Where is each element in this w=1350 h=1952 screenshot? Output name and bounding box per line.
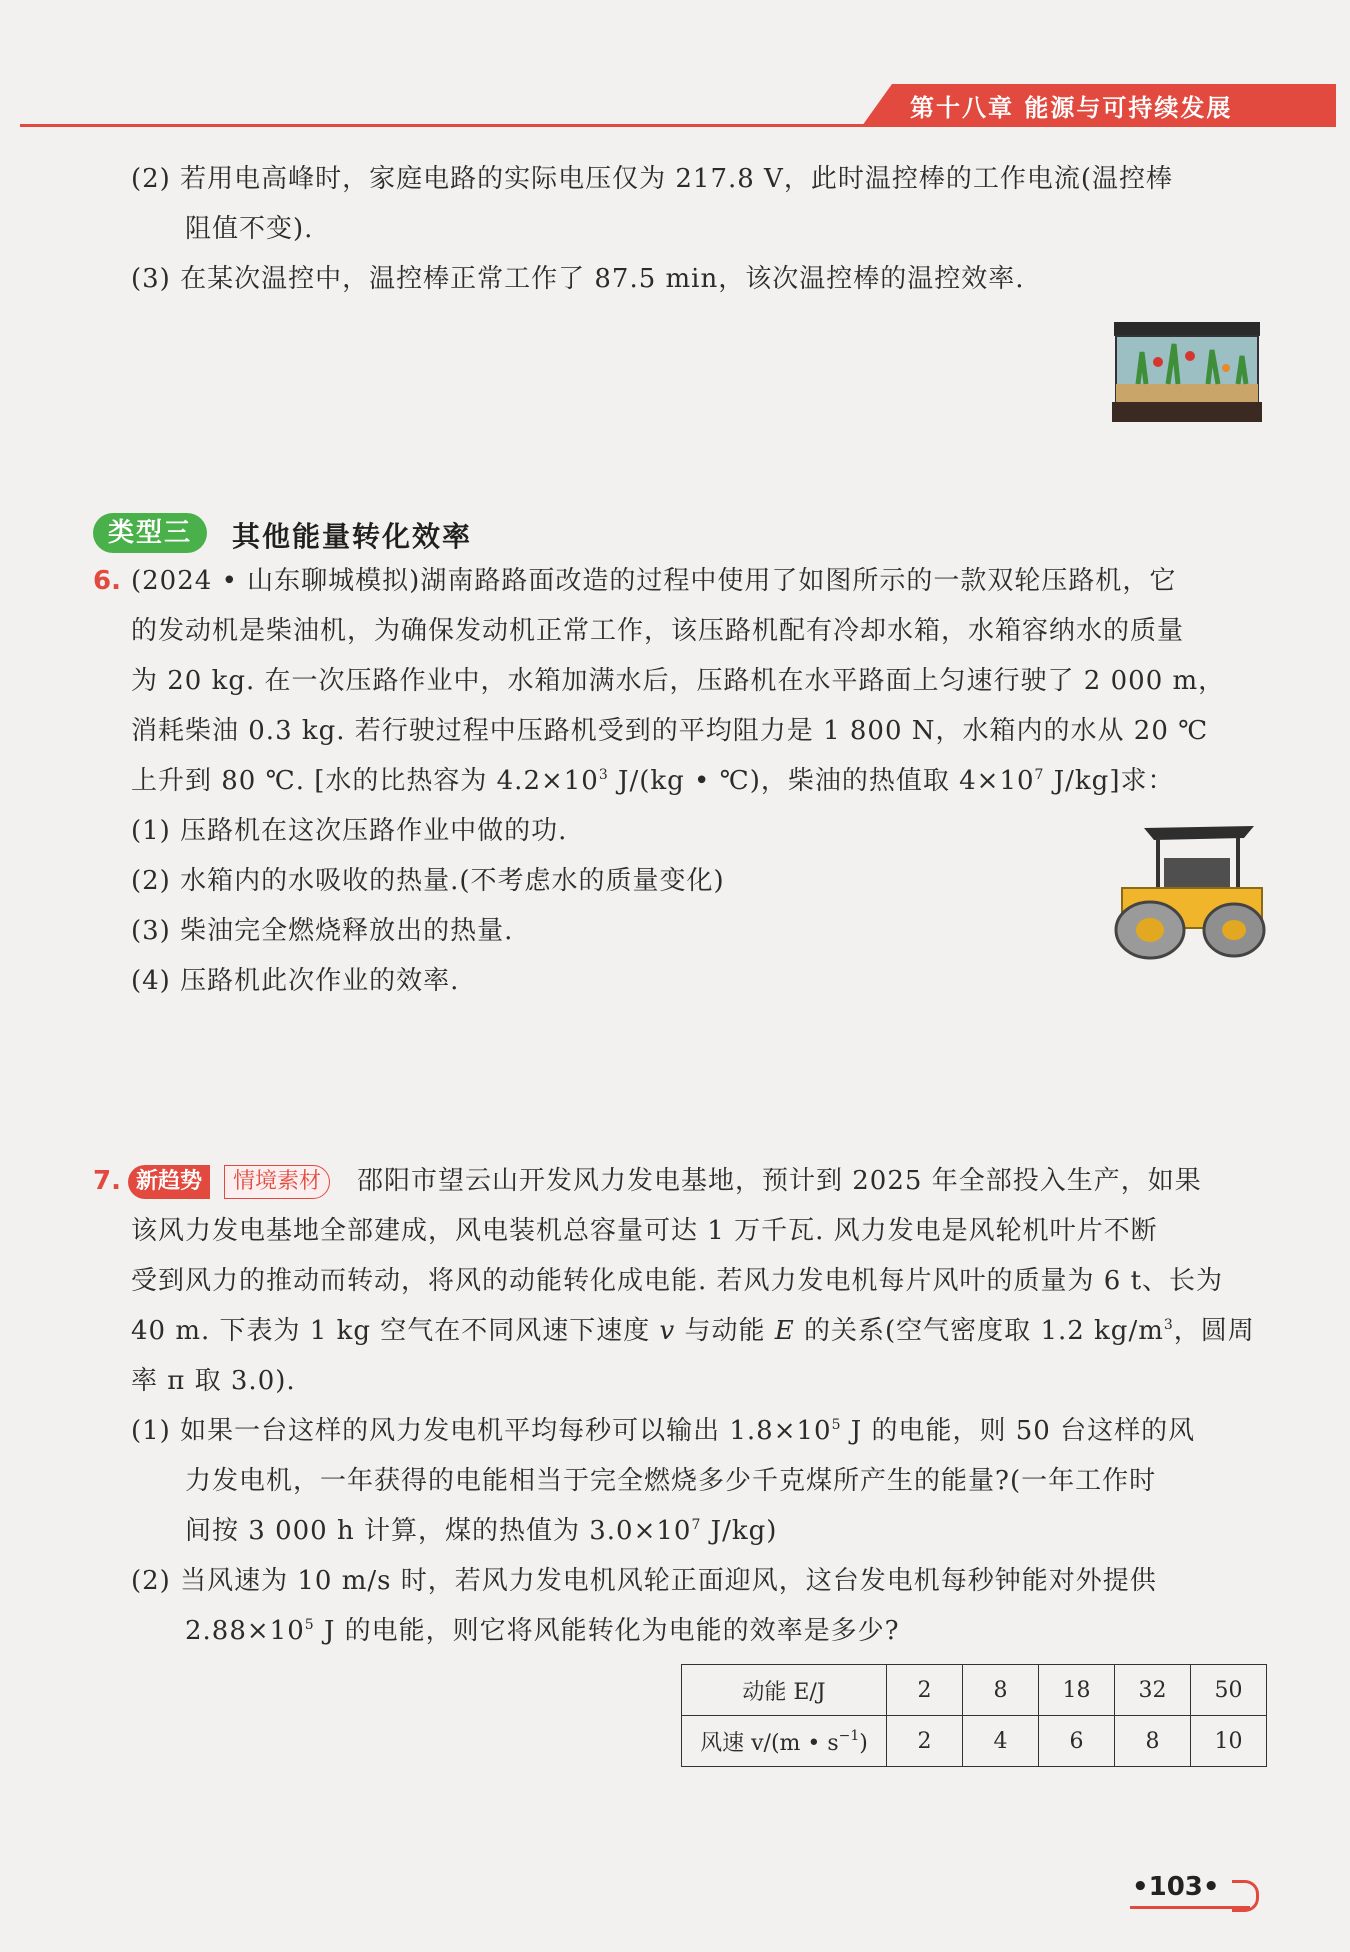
q7-part1-line2: 力发电机，一年获得的电能相当于完全燃烧多少千克煤所产生的能量?(一年工作时 (185, 1466, 1157, 1496)
page-number: •103• (1132, 1872, 1220, 1902)
q6-part4: (4) 压路机此次作业的效率. (131, 966, 460, 996)
q7-line1: 邵阳市望云山开发风力发电基地，预计到 2025 年全部投入生产，如果 (357, 1166, 1202, 1196)
q7-line4: 40 m. 下表为 1 kg 空气在不同风速下速度 v 与动能 E 的关系(空气密度取 1.2 $kg/m^3$，圆周 (131, 1316, 1255, 1346)
table-row (682, 1716, 1267, 1767)
q6-part1: (1) 压路机在这次压路作业中做的功. (131, 816, 568, 846)
table-cell: 2 (887, 1716, 963, 1767)
section-tag: 类型三 (93, 513, 207, 553)
table-cell: 2 (887, 1665, 963, 1716)
trend-badge: 新趋势 (128, 1165, 210, 1199)
q6-number: 6. (93, 566, 121, 596)
table-header-cell: 风速 v/(m • $s^{-1}$) (682, 1716, 887, 1767)
q7-line3: 受到风力的推动而转动，将风的动能转化成电能. 若风力发电机每片风叶的质量为 6 t、长为 (131, 1266, 1224, 1296)
q6-line2: 的发动机是柴油机，为确保发动机正常工作，该压路机配有冷却水箱，水箱容纳水的质量 (131, 616, 1185, 646)
q7-part1-line1: (1) 如果一台这样的风力发电机平均每秒可以输出 $1.8\times 10^5$ J 的电能，则 50 台这样的风 (131, 1416, 1196, 1446)
table-cell: 8 (1115, 1716, 1191, 1767)
q7-number: 7. (93, 1166, 121, 1196)
q6-line5: 上升到 80 ℃. [水的比热容为 $4.2\times 10^3$ J/(kg • ℃)，柴油的热值取 $4\times 10^7$ J/kg]求： (131, 766, 1175, 796)
table-header-cell: 动能 E/J (682, 1665, 887, 1716)
table-cell: 18 (1039, 1665, 1115, 1716)
q5-part3: (3) 在某次温控中，温控棒正常工作了 87.5 min，该次温控棒的温控效率. (131, 264, 1025, 294)
q7-line2: 该风力发电基地全部建成，风电装机总容量可达 1 万千瓦. 风力发电是风轮机叶片不断 (131, 1216, 1158, 1246)
context-badge: 情境素材 (224, 1165, 330, 1199)
table-cell: 50 (1191, 1665, 1267, 1716)
q6-line1: (2024 • 山东聊城模拟)湖南路路面改造的过程中使用了如图所示的一款双轮压路机，它 (131, 566, 1177, 596)
aquarium-image (1108, 312, 1266, 427)
q7-part1-line3: 间按 3 000 h 计算，煤的热值为 $3.0\times 10^7$ J/kg) (185, 1516, 778, 1546)
q5-part2-line1: (2) 若用电高峰时，家庭电路的实际电压仅为 217.8 V，此时温控棒的工作电流(温控棒 (131, 164, 1173, 194)
table-cell: 8 (963, 1665, 1039, 1716)
kinetic-energy-table (681, 1664, 1267, 1767)
table-cell: 6 (1039, 1716, 1115, 1767)
road-roller-image (1104, 818, 1268, 966)
q7-line5: 率 π 取 3.0). (131, 1366, 296, 1396)
table-cell: 10 (1191, 1716, 1267, 1767)
section-title: 其他能量转化效率 (232, 520, 473, 553)
q6-line4: 消耗柴油 0.3 kg. 若行驶过程中压路机受到的平均阻力是 1 800 N，水箱内的水从 20 ℃ (131, 716, 1209, 746)
page-corner-curl (1232, 1880, 1259, 1912)
table-cell: 32 (1115, 1665, 1191, 1716)
q7-part2-line2: $2.88\times 10^5$ J 的电能，则它将风能转化为电能的效率是多少? (185, 1616, 900, 1646)
q6-line3: 为 20 kg. 在一次压路作业中，水箱加满水后，压路机在水平路面上匀速行驶了 2 000 m， (131, 666, 1226, 696)
table-row (682, 1665, 1267, 1716)
chapter-title: 第十八章 能源与可持续发展 (910, 94, 1233, 122)
q7-part2-line1: (2) 当风速为 10 m/s 时，若风力发电机风轮正面迎风，这台发电机每秒钟能对外提供 (131, 1566, 1157, 1596)
q6-part2: (2) 水箱内的水吸收的热量.(不考虑水的质量变化) (131, 866, 725, 896)
q5-part2-line2: 阻值不变). (185, 214, 314, 244)
q6-part3: (3) 柴油完全燃烧释放出的热量. (131, 916, 514, 946)
table-cell: 4 (963, 1716, 1039, 1767)
